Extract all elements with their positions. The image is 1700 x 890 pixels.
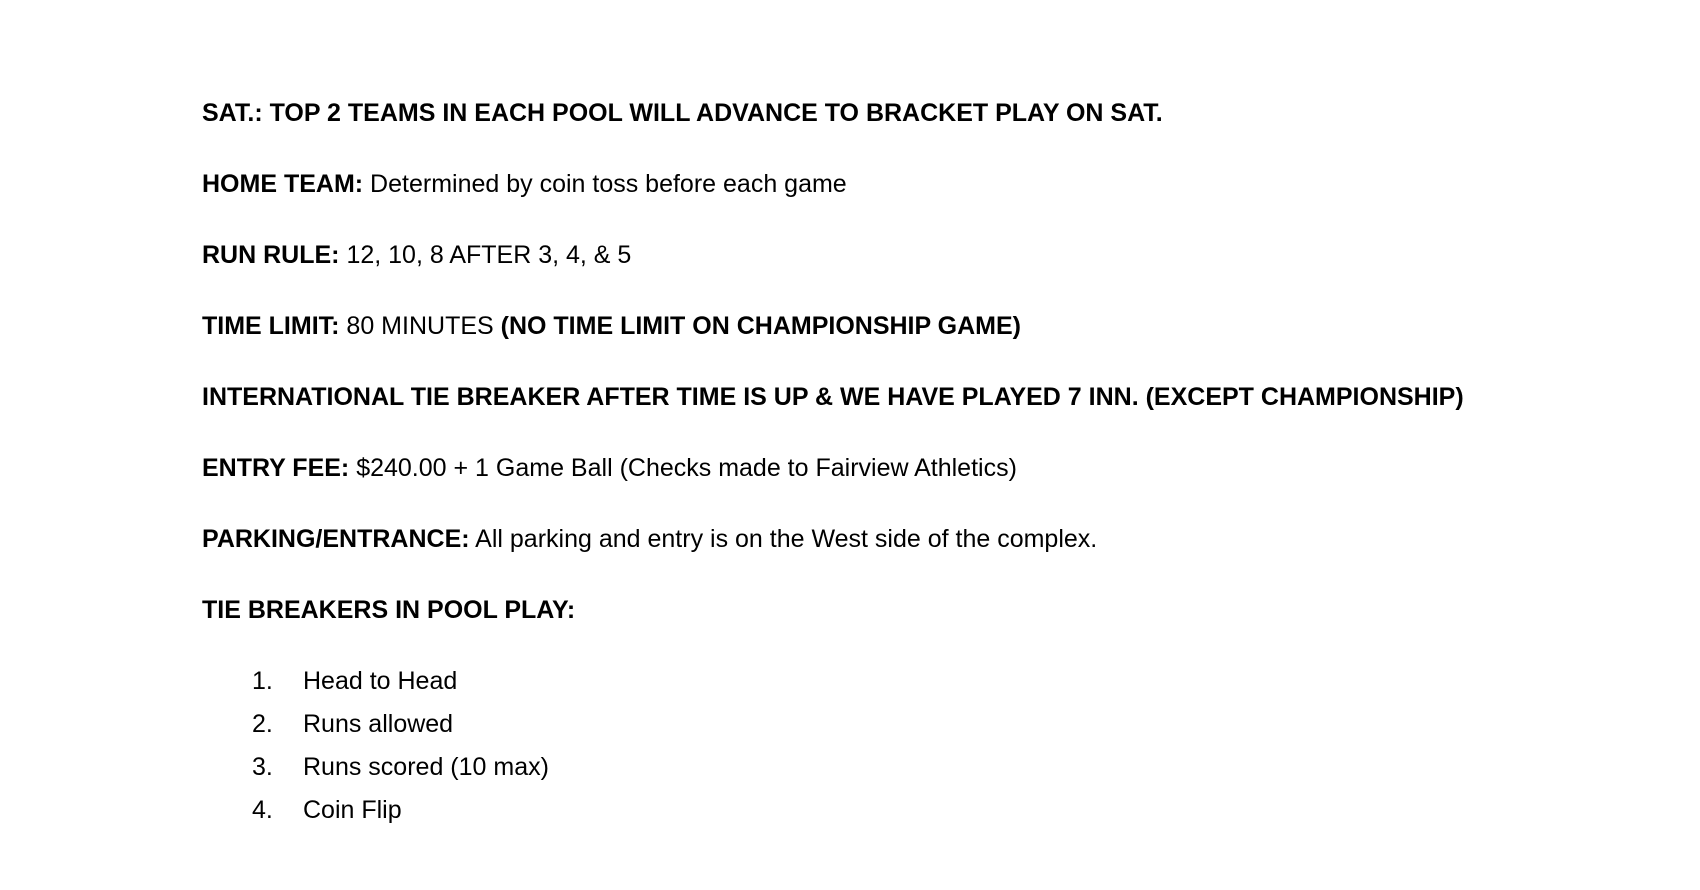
list-number: 4. — [252, 796, 273, 824]
list-number: 3. — [252, 753, 273, 781]
list-text: Coin Flip — [303, 796, 402, 824]
list-text: Runs allowed — [303, 710, 454, 738]
list-text: Head to Head — [303, 667, 458, 695]
line-value: $240.00 + 1 Game Ball (Checks made to Fairview Athletics) — [349, 454, 1017, 482]
international-tie-breaker-line — [202, 380, 1642, 414]
line-label: TIE BREAKERS IN POOL PLAY: — [202, 596, 576, 624]
time-limit-line — [202, 309, 1642, 343]
document-body — [202, 96, 1642, 824]
list-number: 2. — [252, 710, 273, 738]
home-team-line — [202, 167, 1642, 201]
line-label: HOME TEAM: — [202, 170, 364, 198]
sat-advance-line — [202, 96, 1642, 130]
line-value: 12, 10, 8 AFTER 3, 4, & 5 — [339, 241, 632, 269]
parking-entrance-line — [202, 522, 1642, 556]
list-text: Runs scored (10 max) — [303, 753, 549, 781]
line-label: TIME LIMIT: — [202, 312, 340, 340]
line-label: INTERNATIONAL TIE BREAKER AFTER TIME IS UP & WE HAVE PLAYED 7 INN. (EXCEPT CHAMPIONSHIP) — [202, 383, 1464, 411]
line-value: 80 MINUTES — [339, 312, 501, 340]
line-label: PARKING/ENTRANCE: — [202, 525, 470, 553]
line-label: RUN RULE: — [202, 241, 340, 269]
line-value: All parking and entry is on the West side of the complex. — [469, 525, 1098, 553]
line-label: ENTRY FEE: — [202, 454, 350, 482]
tie-breakers-heading — [202, 593, 1642, 627]
line-value: Determined by coin toss before each game — [363, 170, 847, 198]
list-number: 1. — [252, 667, 273, 695]
run-rule-line — [202, 238, 1642, 272]
line-label: SAT.: TOP 2 TEAMS IN EACH POOL WILL ADVANCE TO BRACKET PLAY ON SAT. — [202, 99, 1163, 127]
line-suffix: (NO TIME LIMIT ON CHAMPIONSHIP GAME) — [500, 312, 1022, 340]
entry-fee-line — [202, 451, 1642, 485]
